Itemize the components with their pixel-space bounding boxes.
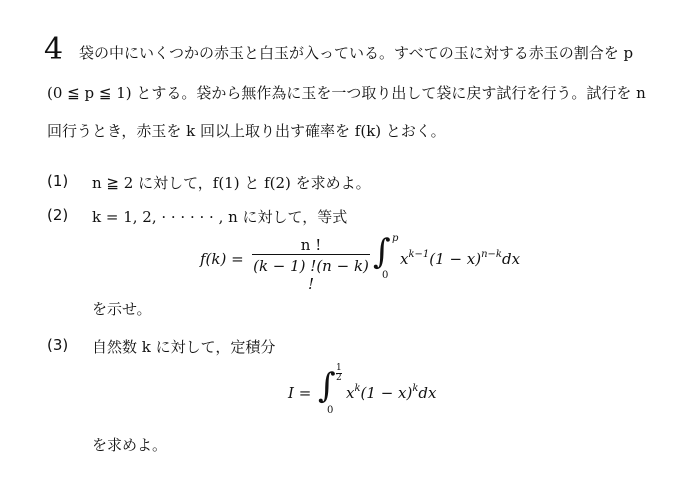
- intro-line-3: 回行うとき，赤玉を k 回以上取り出す確率を f(k) とおく。: [47, 122, 446, 140]
- formula-3-integrand: [346, 384, 436, 402]
- formula-2-base-2: (1 − x): [429, 250, 482, 268]
- formula-2-numerator: n !: [300, 236, 322, 254]
- formula-3-upper-num: 1: [336, 363, 342, 373]
- formula-2-denominator: (k − 1) !(n − k) !: [252, 254, 370, 293]
- formula-3-dx: dx: [418, 384, 437, 402]
- formula-3-upper-den: 2: [336, 373, 342, 383]
- integral-sign-3: ∫: [318, 366, 336, 406]
- formula-3-lower-limit: 0: [327, 405, 334, 416]
- formula-2-upper-limit: p: [392, 233, 399, 244]
- formula-2-exp-2: n−k: [481, 249, 502, 260]
- part-1-text: n ≧ 2 に対して，f(1) と f(2) を求めよ。: [92, 174, 371, 192]
- part-1-label: (1): [47, 172, 69, 190]
- formula-2-lhs: f(k) =: [200, 250, 244, 268]
- integral-sign-2: ∫: [373, 232, 391, 272]
- part-2-after: を示せ。: [92, 300, 152, 318]
- formula-3-exp-2: k: [412, 383, 419, 394]
- formula-3-exp-1: k: [354, 383, 361, 394]
- part-3-after: を求めよ。: [92, 436, 168, 454]
- part-3-label: (3): [47, 336, 69, 354]
- formula-2-fraction: [252, 236, 370, 293]
- formula-2-base-1: x: [400, 250, 409, 268]
- formula-2-lower-limit: 0: [382, 270, 389, 281]
- formula-2-integrand: [400, 250, 520, 268]
- problem-number: 4: [44, 32, 64, 67]
- formula-2-dx: dx: [501, 250, 521, 268]
- part-3-text: 自然数 k に対して，定積分: [92, 338, 276, 356]
- part-2-label: (2): [47, 206, 69, 224]
- intro-line-1: 袋の中にいくつかの赤玉と白玉が入っている。すべての玉に対する赤玉の割合を p: [79, 44, 634, 62]
- intro-line-2: (0 ≦ p ≦ 1) とする。袋から無作為に玉を一つ取り出して袋に戻す試行を行う。試行を n: [47, 84, 646, 102]
- formula-3-base-2: (1 − x): [360, 384, 413, 402]
- part-2-text: k = 1, 2, · · · · · · , n に対して，等式: [92, 208, 348, 226]
- formula-3-upper-limit: [336, 364, 342, 383]
- formula-3-lhs: I =: [288, 384, 312, 402]
- formula-2-exp-1: k−1: [408, 249, 430, 260]
- formula-3-base-1: x: [346, 384, 355, 402]
